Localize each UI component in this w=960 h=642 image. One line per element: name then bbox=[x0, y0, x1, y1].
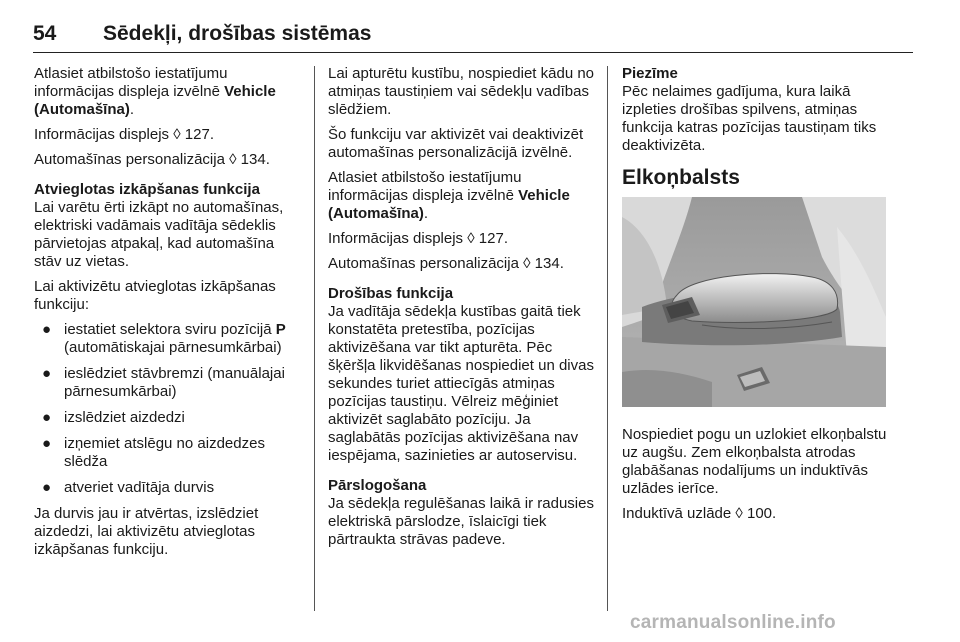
text: iestatiet selektora sviru pozīcijā bbox=[64, 321, 276, 338]
paragraph: Nospiediet pogu un uzlokiet elkoņbalstu uz augšu. Zem elkoņbalsta atrodas glabāšanas nodalījums un induktīvās uzlādes ierīce. bbox=[622, 426, 887, 497]
column-divider bbox=[607, 66, 608, 611]
page-header bbox=[33, 22, 371, 46]
note-title: Piezīme bbox=[622, 65, 678, 82]
cross-reference[interactable]: Informācijas displejs ◊ 127. bbox=[328, 230, 508, 247]
bullet-icon: ● bbox=[42, 321, 52, 338]
bullet-list bbox=[34, 321, 302, 497]
list-item bbox=[34, 409, 302, 427]
page-number: 54 bbox=[33, 22, 57, 45]
cross-reference[interactable]: Informācijas displejs ◊ 127. bbox=[34, 126, 214, 143]
text: ieslēdziet stāvbremzi (manuālajai pārnesumkārbai) bbox=[64, 365, 285, 400]
column-divider bbox=[314, 66, 315, 611]
paragraph: Lai varētu ērti izkāpt no automašīnas, elektriski vadāmais vadītāja sēdeklis pārvietojas atpakaļ, kad automašīna stāv uz vietas. bbox=[34, 199, 284, 270]
page-title: Sēdekļi, drošības sistēmas bbox=[103, 22, 372, 45]
paragraph bbox=[34, 65, 302, 119]
cross-reference[interactable]: Induktīvā uzlāde ◊ 100. bbox=[622, 505, 777, 522]
paragraph: Lai apturētu kustību, nospiediet kādu no atmiņas taustiņiem vai sēdekļu vadības slēdžiem. bbox=[328, 65, 595, 118]
column-3 bbox=[622, 65, 892, 530]
paragraph: Ja sēdekļa regulēšanas laikā ir radusies elektriskā pārslodze, īslaicīgi tiek pārtraukta strāvas padeve. bbox=[328, 495, 594, 548]
column-1 bbox=[34, 65, 302, 566]
bullet-icon: ● bbox=[42, 409, 52, 426]
paragraph: Lai aktivizētu atvieglotas izkāpšanas funkciju: bbox=[34, 278, 276, 313]
text: Atlasiet atbilstošo iestatījumu informācijas displeja izvēlnē bbox=[328, 169, 522, 204]
note-text: Pēc nelaimes gadījuma, kura laikā izpleties drošības spilvens, atmiņas funkcija katras pozīcijas taustiņam tiks deaktivizēta. bbox=[622, 83, 877, 154]
text: . bbox=[129, 101, 135, 118]
text: Atlasiet atbilstošo iestatījumu informācijas displeja izvēlnē bbox=[34, 65, 228, 100]
text: atveriet vadītāja durvis bbox=[64, 479, 215, 496]
text: . bbox=[423, 205, 429, 222]
paragraph: Ja vadītāja sēdekļa kustības gaitā tiek konstatēta pretestība, pozīcijas aktivizēšana var tikt apturēta. Pēc šķēršļa likvidēšanas nospiediet un divas sekundes turiet attiecīgās atmiņas pozīcijas taustiņu. Vēlreiz mēģiniet aktivizēt saglabāto pozīciju. Ja saglabātās pozīcijas aktivizēšana nav iespējama, sazinieties ar autoservisu. bbox=[328, 303, 594, 464]
watermark: carmanualsonline.info bbox=[630, 612, 836, 633]
paragraph bbox=[328, 169, 596, 223]
text: P bbox=[275, 321, 286, 338]
cross-reference[interactable]: Automašīnas personalizācija ◊ 134. bbox=[328, 255, 564, 272]
bullet-icon: ● bbox=[42, 435, 52, 452]
column-2 bbox=[328, 65, 596, 556]
header-rule bbox=[33, 52, 913, 53]
list-item bbox=[34, 435, 302, 471]
bullet-icon: ● bbox=[42, 479, 52, 496]
paragraph: Ja durvis jau ir atvērtas, izslēdziet aizdedzi, lai aktivizētu atvieglotas izkāpšanas funkciju. bbox=[34, 505, 259, 558]
section-title: Elkoņbalsts bbox=[622, 166, 740, 189]
section-heading: Pārslogošana bbox=[328, 477, 427, 494]
list-item bbox=[34, 365, 302, 401]
menu-name: Vehicle (Automašīna) bbox=[34, 83, 276, 118]
paragraph: Šo funkciju var aktivizēt vai deaktivizēt automašīnas personalizācijā izvēlnē. bbox=[328, 126, 584, 161]
list-item bbox=[34, 479, 302, 497]
list-item bbox=[34, 321, 302, 357]
section-heading: Drošības funkcija bbox=[328, 285, 454, 302]
menu-name: Vehicle (Automašīna) bbox=[328, 187, 570, 222]
section-heading: Atvieglotas izkāpšanas funkcija bbox=[34, 181, 260, 198]
text: izslēdziet aizdedzi bbox=[64, 409, 185, 426]
armrest-illustration bbox=[622, 197, 886, 407]
bullet-icon: ● bbox=[42, 365, 52, 382]
cross-reference[interactable]: Automašīnas personalizācija ◊ 134. bbox=[34, 151, 270, 168]
text: (automātiskajai pārnesumkārbai) bbox=[64, 339, 282, 356]
text: izņemiet atslēgu no aizdedzes slēdža bbox=[64, 435, 265, 470]
